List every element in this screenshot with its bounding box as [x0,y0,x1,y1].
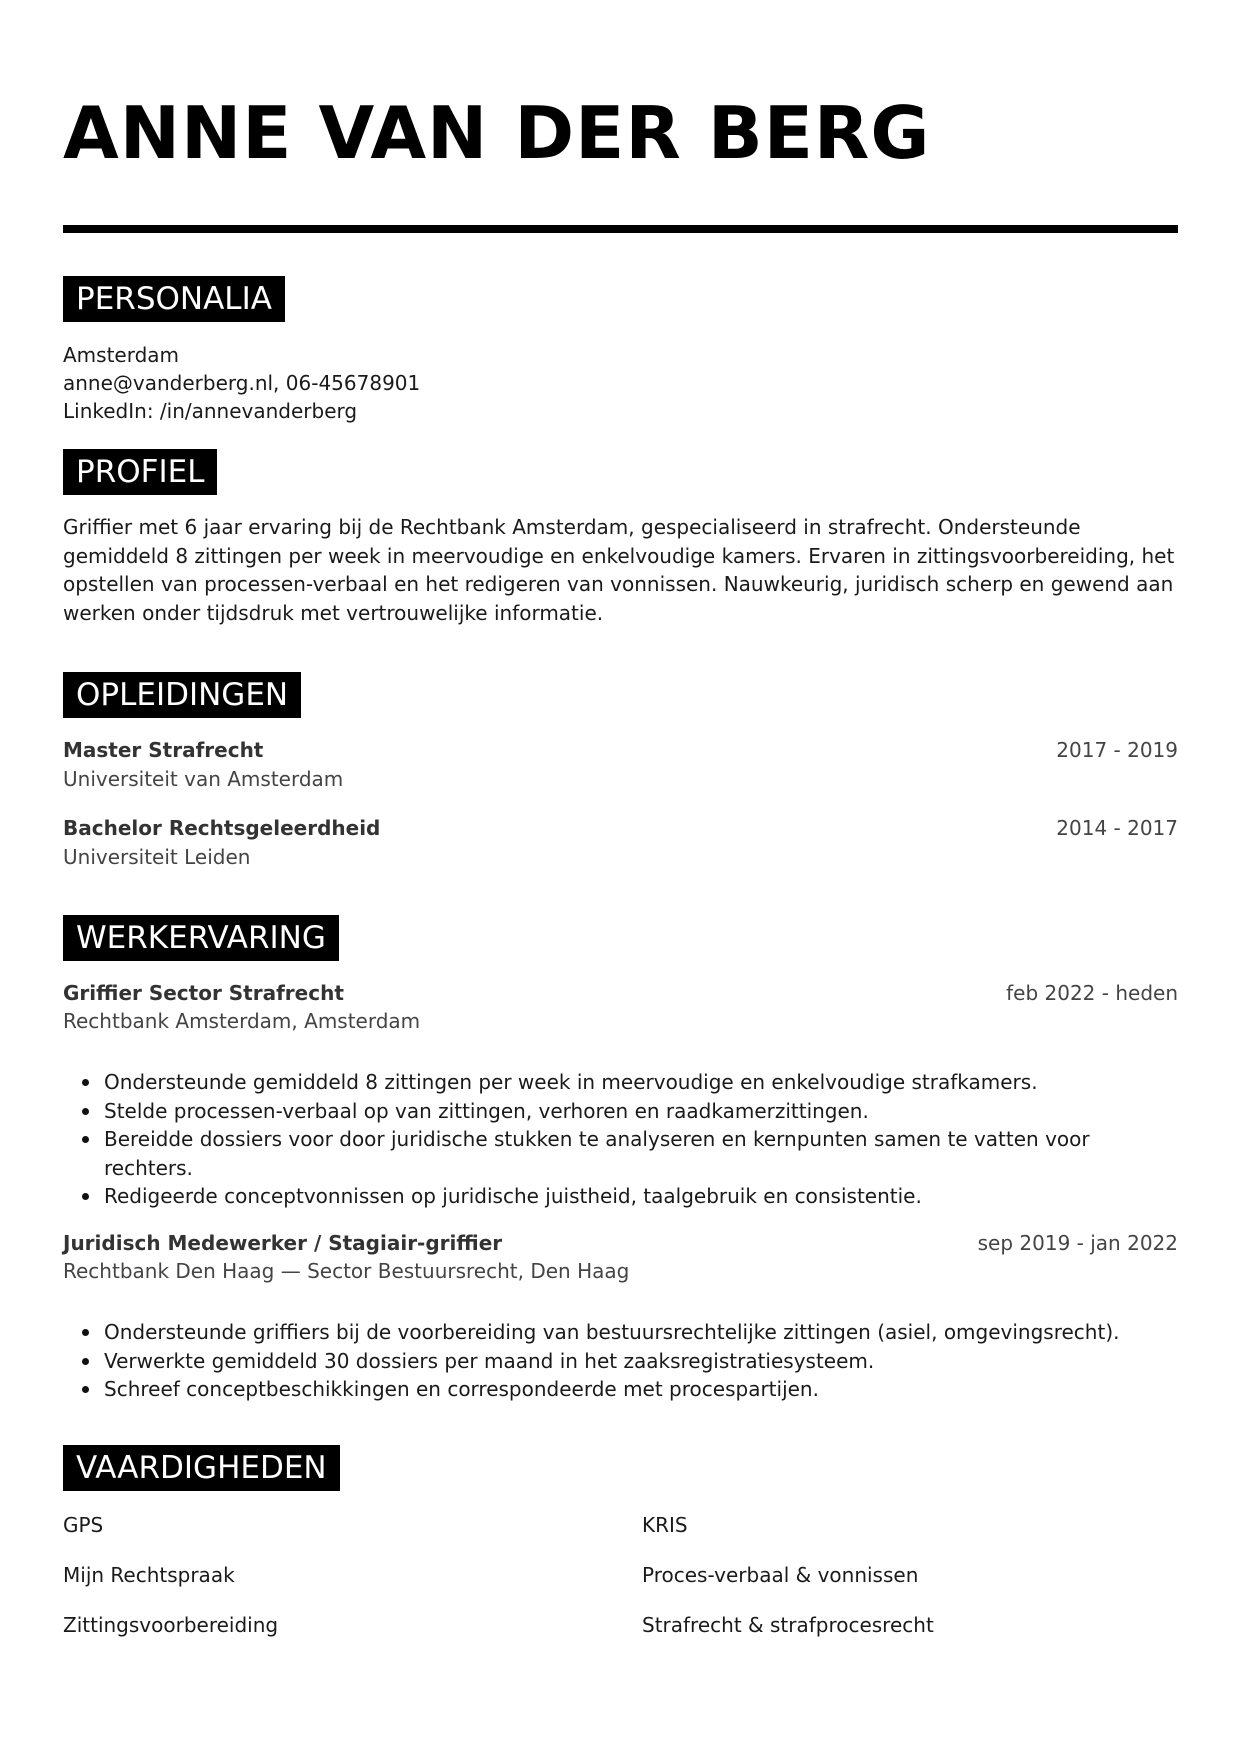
header-divider [63,225,1178,233]
job-bullet: Bereidde dossiers voor door juridische stukken te analyseren en kernpunten samen te vatten voor rechters. [104,1125,1178,1182]
personalia-contact: anne@vanderberg.nl, 06-45678901 [63,371,421,395]
skill-item: Proces-verbaal & vonnissen [642,1563,919,1587]
section-heading-vaardigheden: VAARDIGHEDEN [63,1445,340,1491]
skill-item: KRIS [642,1513,688,1537]
job-bullet: Redigeerde conceptvonnissen op juridische juistheid, taalgebruik en consistentie. [104,1182,1178,1211]
job-employer: Rechtbank Amsterdam, Amsterdam [63,1009,421,1033]
job-bullet: Ondersteunde gemiddeld 8 zittingen per week in meervoudige en enkelvoudige strafkamers. [104,1068,1178,1097]
job-bullet: Schreef conceptbeschikkingen en correspondeerde met procespartijen. [104,1375,1178,1404]
job-item [63,1228,1178,1258]
education-period: 2017 - 2019 [1056,738,1178,762]
profile-summary: Griffier met 6 jaar ervaring bij de Rechtbank Amsterdam, gespecialiseerd in strafrecht. Ondersteunde gemiddeld 8 zittingen per week in meervoudige en enkelvoudige kamers. Ervaren in zittingsvoorbereiding, het opstellen van processen-verbaal en het redigeren van vonnissen. Nauwkeurig, juridisch scherp en gewend aan werken onder tijdsdruk met vertrouwelijke informatie. [63,515,1175,625]
skill-item: Mijn Rechtspraak [63,1563,235,1587]
section-heading-personalia: PERSONALIA [63,276,285,322]
personalia-city: Amsterdam [63,343,180,367]
skill-item: GPS [63,1513,104,1537]
section-heading-profiel: PROFIEL [63,449,217,495]
job-title: Juridisch Medewerker / Stagiair-griffier [63,1231,503,1255]
job-period: sep 2019 - jan 2022 [977,1231,1178,1255]
section-heading-werkervaring: WERKERVARING [63,915,339,961]
education-item [63,813,1178,843]
job-bullet: Verwerkte gemiddeld 30 dossiers per maand in het zaaksregistratiesysteem. [104,1347,1178,1376]
job-title: Griffier Sector Strafrecht [63,981,344,1005]
candidate-name: ANNE VAN DER BERG [63,91,931,175]
skill-item: Strafrecht & strafprocesrecht [642,1613,934,1637]
job-bullets [63,1068,1178,1211]
education-period: 2014 - 2017 [1056,816,1178,840]
job-period: feb 2022 - heden [1006,981,1178,1005]
personalia-linkedin: LinkedIn: /in/annevanderberg [63,399,358,423]
job-bullet: Ondersteunde griffiers bij de voorbereiding van bestuursrechtelijke zittingen (asiel, omgevingsrecht). [104,1318,1178,1347]
job-item [63,978,1178,1008]
education-school: Universiteit Leiden [63,845,251,869]
job-bullets [63,1318,1178,1404]
education-item [63,735,1178,765]
education-degree: Master Strafrecht [63,738,264,762]
education-degree: Bachelor Rechtsgeleerdheid [63,816,381,840]
education-school: Universiteit van Amsterdam [63,767,344,791]
job-employer: Rechtbank Den Haag — Sector Bestuursrecht, Den Haag [63,1259,630,1283]
skill-item: Zittingsvoorbereiding [63,1613,279,1637]
section-heading-opleidingen: OPLEIDINGEN [63,672,301,718]
job-bullet: Stelde processen-verbaal op van zittingen, verhoren en raadkamerzittingen. [104,1097,1178,1126]
